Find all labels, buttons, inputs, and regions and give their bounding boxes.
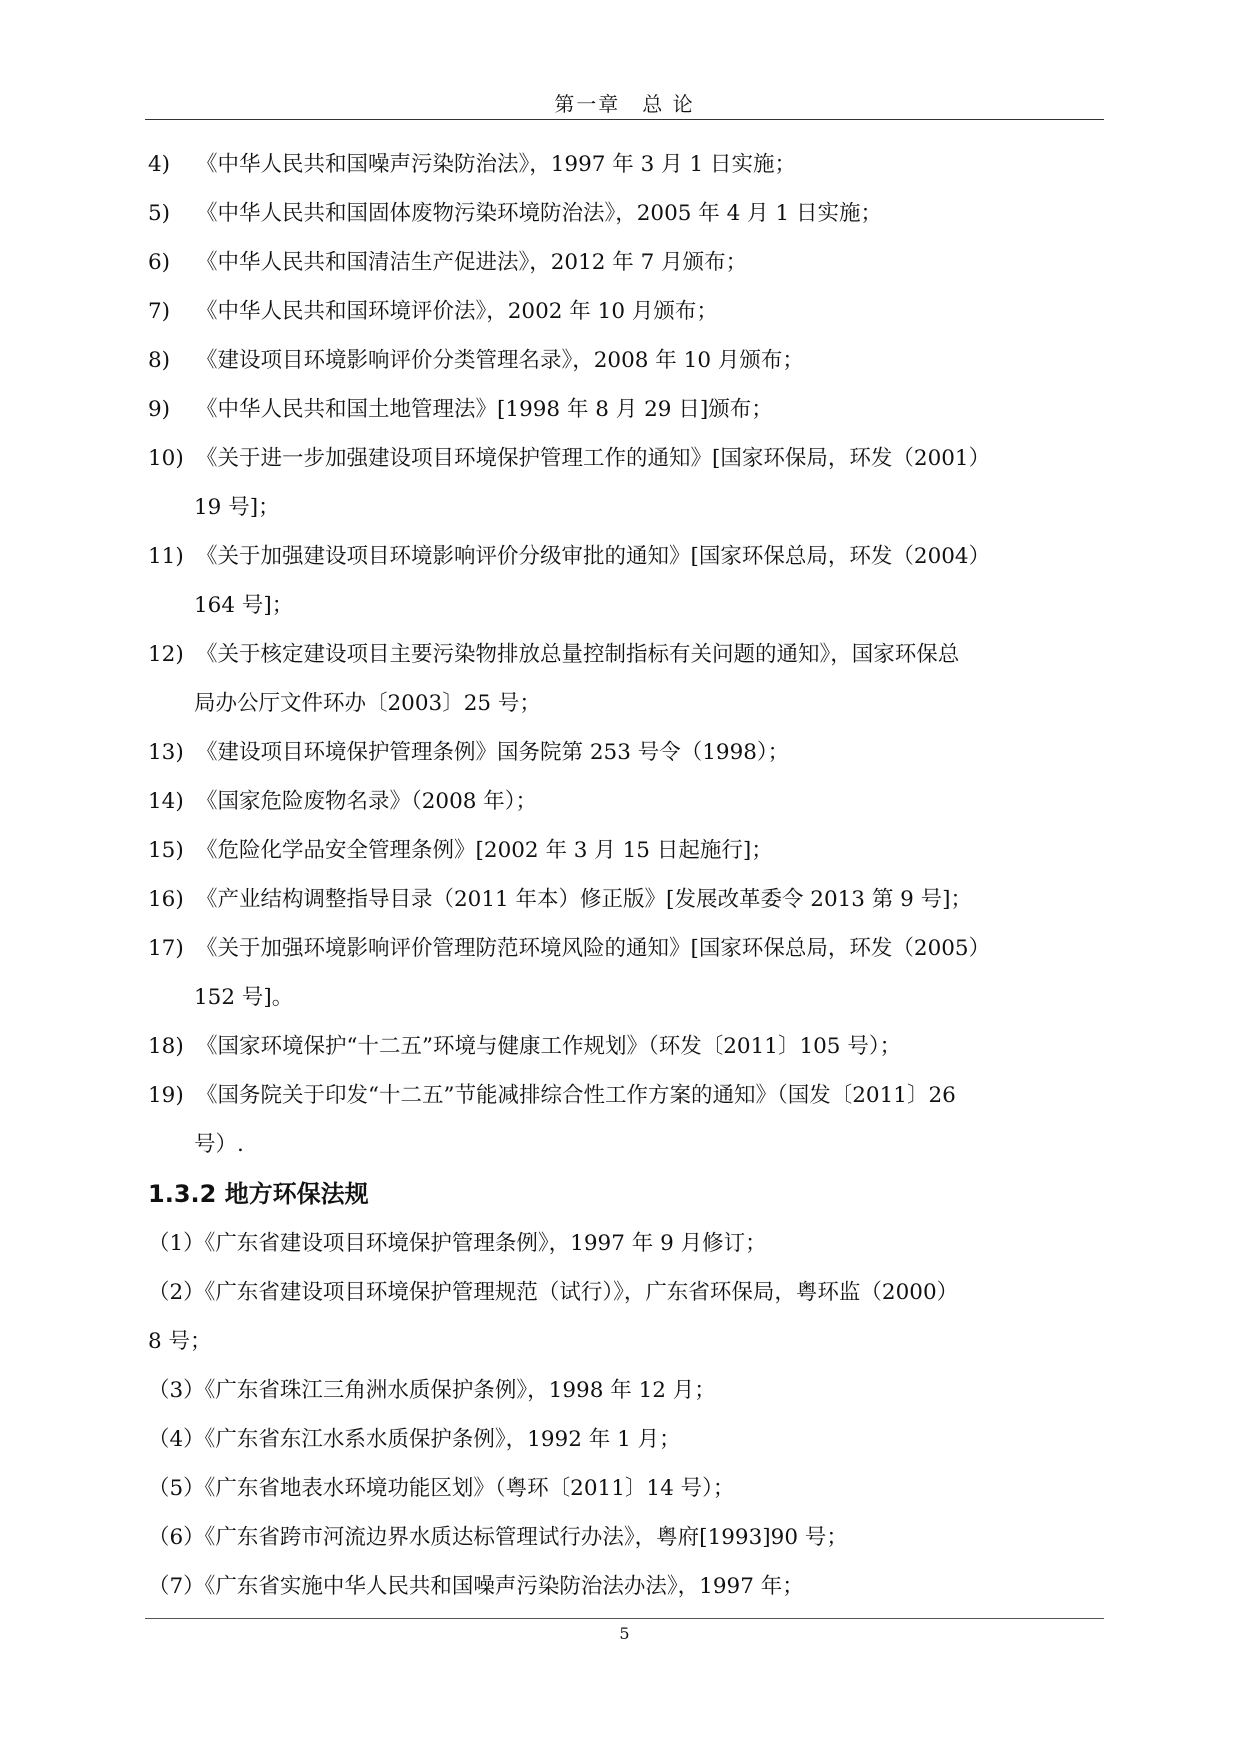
item-continuation: 164 号]； bbox=[194, 593, 294, 618]
item-number: 14) bbox=[148, 789, 184, 814]
list-item bbox=[148, 287, 1098, 336]
item-number: 4) bbox=[148, 152, 171, 177]
list-item: （3）《广东省珠江三角洲水质保护条例》，1998 年 12 月； bbox=[148, 1378, 716, 1403]
item-number: 8) bbox=[148, 348, 171, 373]
list-item bbox=[148, 189, 1098, 238]
item-text: 《国家环境保护“十二五”环境与健康工作规划》（环发〔2011〕105 号）； bbox=[196, 1034, 902, 1059]
list-item: （7）《广东省实施中华人民共和国噪声污染防治法办法》，1997 年； bbox=[148, 1574, 804, 1599]
list-item bbox=[148, 532, 1098, 581]
list-item bbox=[148, 140, 1098, 189]
item-continuation: 8 号； bbox=[148, 1329, 212, 1354]
item-continuation: 号）. bbox=[194, 1132, 244, 1157]
item-text: 《危险化学品安全管理条例》[2002 年 3 月 15 日起施行]； bbox=[196, 838, 773, 863]
list-item bbox=[148, 630, 1098, 679]
item-text: 《关于进一步加强建设项目环境保护管理工作的通知》[国家环保局，环发（2001） bbox=[196, 446, 991, 471]
list-item bbox=[148, 238, 1098, 287]
list-item: （4）《广东省东江水系水质保护条例》，1992 年 1 月； bbox=[148, 1427, 681, 1452]
item-number: 13) bbox=[148, 740, 184, 765]
item-continuation: 19 号]； bbox=[194, 495, 280, 520]
list-item bbox=[148, 875, 1098, 924]
item-number: 9) bbox=[148, 397, 171, 422]
item-text: 《产业结构调整指导目录（2011 年本）修正版》[发展改革委令 2013 第 9 号]； bbox=[196, 887, 973, 912]
list-item bbox=[148, 1022, 1098, 1071]
item-text: 《建设项目环境保护管理条例》国务院第 253 号令（1998）； bbox=[196, 740, 790, 765]
item-number: 5) bbox=[148, 201, 171, 226]
list-item: （2）《广东省建设项目环境保护管理规范（试行）》，广东省环保局，粤环监（2000） bbox=[148, 1280, 959, 1305]
header-divider bbox=[145, 119, 1104, 120]
list-item bbox=[148, 1071, 1098, 1120]
list-item bbox=[148, 728, 1098, 777]
item-text: 《关于核定建设项目主要污染物排放总量控制指标有关问题的通知》，国家环保总 bbox=[196, 642, 960, 667]
item-number: 17) bbox=[148, 936, 184, 961]
item-number: 10) bbox=[148, 446, 184, 471]
footer-divider bbox=[145, 1618, 1104, 1619]
list-item: （6）《广东省跨市河流边界水质达标管理试行办法》，粤府[1993]90 号； bbox=[148, 1525, 848, 1550]
list-item bbox=[148, 434, 1098, 483]
item-number: 7) bbox=[148, 299, 171, 324]
item-number: 6) bbox=[148, 250, 171, 275]
list-item: （1）《广东省建设项目环境保护管理条例》，1997 年 9 月修订； bbox=[148, 1231, 767, 1256]
item-number: 16) bbox=[148, 887, 184, 912]
item-number: 12) bbox=[148, 642, 184, 667]
list-item bbox=[148, 336, 1098, 385]
item-text: 《国务院关于印发“十二五”节能减排综合性工作方案的通知》（国发〔2011〕26 bbox=[196, 1083, 956, 1108]
list-item bbox=[148, 777, 1098, 826]
list-item bbox=[148, 826, 1098, 875]
item-continuation: 局办公厅文件环办〔2003〕25 号； bbox=[194, 691, 541, 716]
item-number: 18) bbox=[148, 1034, 184, 1059]
page-header: 第一章 总 论 bbox=[554, 92, 695, 116]
item-text: 《中华人民共和国环境评价法》，2002 年 10 月颁布； bbox=[196, 299, 718, 324]
document-body bbox=[148, 140, 1098, 1611]
item-number: 19) bbox=[148, 1083, 184, 1108]
list-item bbox=[148, 385, 1098, 434]
item-continuation: 152 号]。 bbox=[194, 985, 294, 1010]
item-text: 《中华人民共和国土地管理法》[1998 年 8 月 29 日]颁布； bbox=[196, 397, 773, 422]
item-number: 15) bbox=[148, 838, 184, 863]
list-item bbox=[148, 924, 1098, 973]
item-text: 《关于加强建设项目环境影响评价分级审批的通知》[国家环保总局，环发（2004） bbox=[196, 544, 991, 569]
page-number: 5 bbox=[619, 1624, 630, 1643]
section-heading: 1.3.2 地方环保法规 bbox=[148, 1180, 369, 1208]
item-text: 《国家危险废物名录》（2008 年）； bbox=[196, 789, 538, 814]
item-text: 《中华人民共和国清洁生产促进法》，2012 年 7 月颁布； bbox=[196, 250, 748, 275]
list-item: （5）《广东省地表水环境功能区划》（粤环〔2011〕14 号）； bbox=[148, 1476, 735, 1501]
item-text: 《中华人民共和国噪声污染防治法》，1997 年 3 月 1 日实施； bbox=[196, 152, 796, 177]
item-text: 《关于加强环境影响评价管理防范环境风险的通知》[国家环保总局，环发（2005） bbox=[196, 936, 991, 961]
item-text: 《建设项目环境影响评价分类管理名录》，2008 年 10 月颁布； bbox=[196, 348, 804, 373]
item-text: 《中华人民共和国固体废物污染环境防治法》，2005 年 4 月 1 日实施； bbox=[196, 201, 882, 226]
item-number: 11) bbox=[148, 544, 184, 569]
